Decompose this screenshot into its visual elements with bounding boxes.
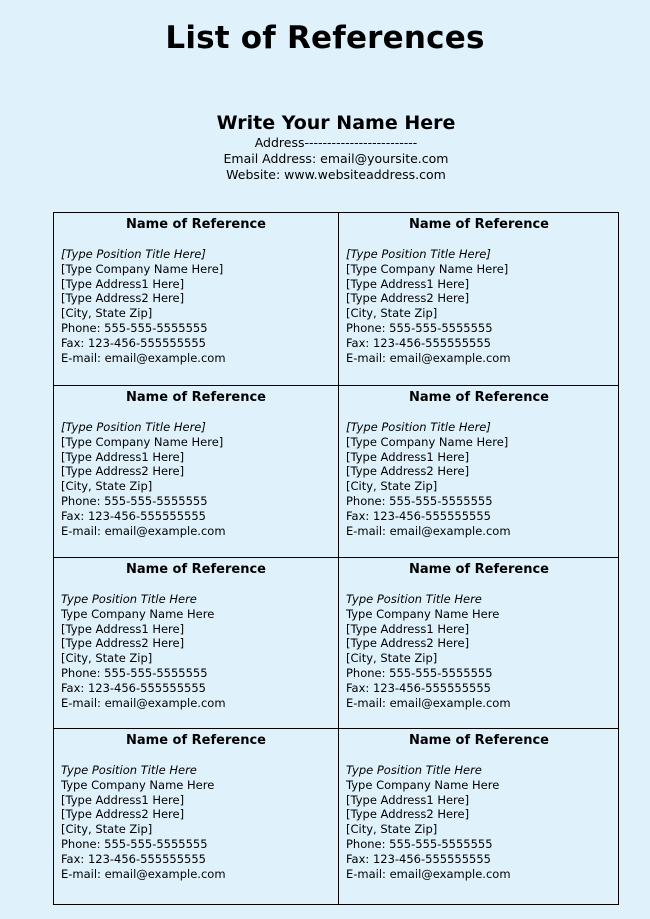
- reference-fax: Fax: 123-456-555555555: [346, 335, 491, 350]
- applicant-website: Website: www.websiteaddress.com: [226, 167, 446, 182]
- reference-position: Type Position Title Here: [346, 592, 482, 606]
- reference-phone: Phone: 555-555-5555555: [61, 836, 208, 851]
- reference-position: Type Position Title Here: [61, 763, 197, 777]
- reference-phone: Phone: 555-555-5555555: [61, 665, 208, 680]
- contact-header: [0, 111, 650, 183]
- reference-email: E-mail: email@example.com: [61, 866, 226, 881]
- reference-phone: Phone: 555-555-5555555: [61, 493, 208, 508]
- reference-address1: [Type Address1 Here]: [61, 449, 185, 464]
- reference-company: [Type Company Name Here]: [61, 434, 224, 449]
- reference-email: E-mail: email@example.com: [346, 523, 511, 538]
- reference-phone: Phone: 555-555-5555555: [346, 320, 493, 335]
- reference-fax: Fax: 123-456-555555555: [346, 508, 491, 523]
- reference-name: Name of Reference: [126, 217, 266, 232]
- reference-city: [City, State Zip]: [61, 822, 153, 837]
- reference-company: Type Company Name Here: [61, 777, 215, 792]
- reference-cell: [54, 729, 339, 904]
- reference-phone: Phone: 555-555-5555555: [346, 836, 493, 851]
- reference-address1: [Type Address1 Here]: [61, 621, 185, 636]
- page-title: List of References: [165, 20, 485, 56]
- reference-address2: [Type Address2 Here]: [346, 807, 470, 822]
- reference-position: [Type Position Title Here]: [61, 247, 206, 261]
- reference-cell: [54, 386, 339, 558]
- reference-company: Type Company Name Here: [346, 606, 500, 621]
- reference-address1: [Type Address1 Here]: [346, 792, 470, 807]
- reference-phone: Phone: 555-555-5555555: [346, 493, 493, 508]
- reference-cell: [54, 213, 339, 386]
- reference-company: [Type Company Name Here]: [61, 261, 224, 276]
- reference-address1: [Type Address1 Here]: [346, 449, 470, 464]
- reference-position: [Type Position Title Here]: [61, 420, 206, 434]
- reference-cell: [339, 729, 619, 904]
- reference-fax: Fax: 123-456-555555555: [346, 851, 491, 866]
- reference-email: E-mail: email@example.com: [61, 695, 226, 710]
- reference-company: Type Company Name Here: [346, 777, 500, 792]
- reference-name: Name of Reference: [409, 217, 549, 232]
- reference-address1: [Type Address1 Here]: [346, 621, 470, 636]
- reference-company: [Type Company Name Here]: [346, 261, 509, 276]
- reference-company: [Type Company Name Here]: [346, 434, 509, 449]
- reference-phone: Phone: 555-555-5555555: [61, 320, 208, 335]
- reference-fax: Fax: 123-456-555555555: [346, 680, 491, 695]
- reference-email: E-mail: email@example.com: [346, 866, 511, 881]
- reference-email: E-mail: email@example.com: [346, 695, 511, 710]
- reference-name: Name of Reference: [409, 390, 549, 405]
- reference-address1: [Type Address1 Here]: [61, 276, 185, 291]
- references-table: [53, 212, 619, 905]
- reference-email: E-mail: email@example.com: [61, 350, 226, 365]
- reference-phone: Phone: 555-555-5555555: [346, 665, 493, 680]
- reference-name: Name of Reference: [126, 733, 266, 748]
- reference-fax: Fax: 123-456-555555555: [61, 851, 206, 866]
- reference-address1: [Type Address1 Here]: [346, 276, 470, 291]
- reference-city: [City, State Zip]: [346, 651, 438, 666]
- reference-name: Name of Reference: [126, 390, 266, 405]
- reference-city: [City, State Zip]: [346, 306, 438, 321]
- reference-address2: [Type Address2 Here]: [61, 636, 185, 651]
- reference-cell: [339, 213, 619, 386]
- reference-fax: Fax: 123-456-555555555: [61, 335, 206, 350]
- reference-address2: [Type Address2 Here]: [346, 636, 470, 651]
- reference-company: Type Company Name Here: [61, 606, 215, 621]
- reference-position: Type Position Title Here: [346, 763, 482, 777]
- reference-cell: [339, 558, 619, 729]
- reference-address2: [Type Address2 Here]: [61, 807, 185, 822]
- reference-city: [City, State Zip]: [61, 651, 153, 666]
- reference-name: Name of Reference: [409, 562, 549, 577]
- reference-cell: [54, 558, 339, 729]
- reference-city: [City, State Zip]: [346, 479, 438, 494]
- applicant-email: Email Address: email@yoursite.com: [223, 151, 449, 166]
- reference-cell: [339, 386, 619, 558]
- reference-fax: Fax: 123-456-555555555: [61, 680, 206, 695]
- reference-fax: Fax: 123-456-555555555: [61, 508, 206, 523]
- reference-city: [City, State Zip]: [61, 306, 153, 321]
- reference-address2: [Type Address2 Here]: [61, 464, 185, 479]
- reference-address2: [Type Address2 Here]: [346, 464, 470, 479]
- applicant-address: Address-------------------------: [254, 135, 418, 150]
- reference-position: [Type Position Title Here]: [346, 420, 491, 434]
- reference-name: Name of Reference: [409, 733, 549, 748]
- reference-address2: [Type Address2 Here]: [61, 291, 185, 306]
- reference-city: [City, State Zip]: [346, 822, 438, 837]
- reference-position: [Type Position Title Here]: [346, 247, 491, 261]
- reference-name: Name of Reference: [126, 562, 266, 577]
- reference-address1: [Type Address1 Here]: [61, 792, 185, 807]
- applicant-name: Write Your Name Here: [216, 112, 456, 134]
- reference-position: Type Position Title Here: [61, 592, 197, 606]
- reference-email: E-mail: email@example.com: [61, 523, 226, 538]
- reference-email: E-mail: email@example.com: [346, 350, 511, 365]
- reference-city: [City, State Zip]: [61, 479, 153, 494]
- reference-address2: [Type Address2 Here]: [346, 291, 470, 306]
